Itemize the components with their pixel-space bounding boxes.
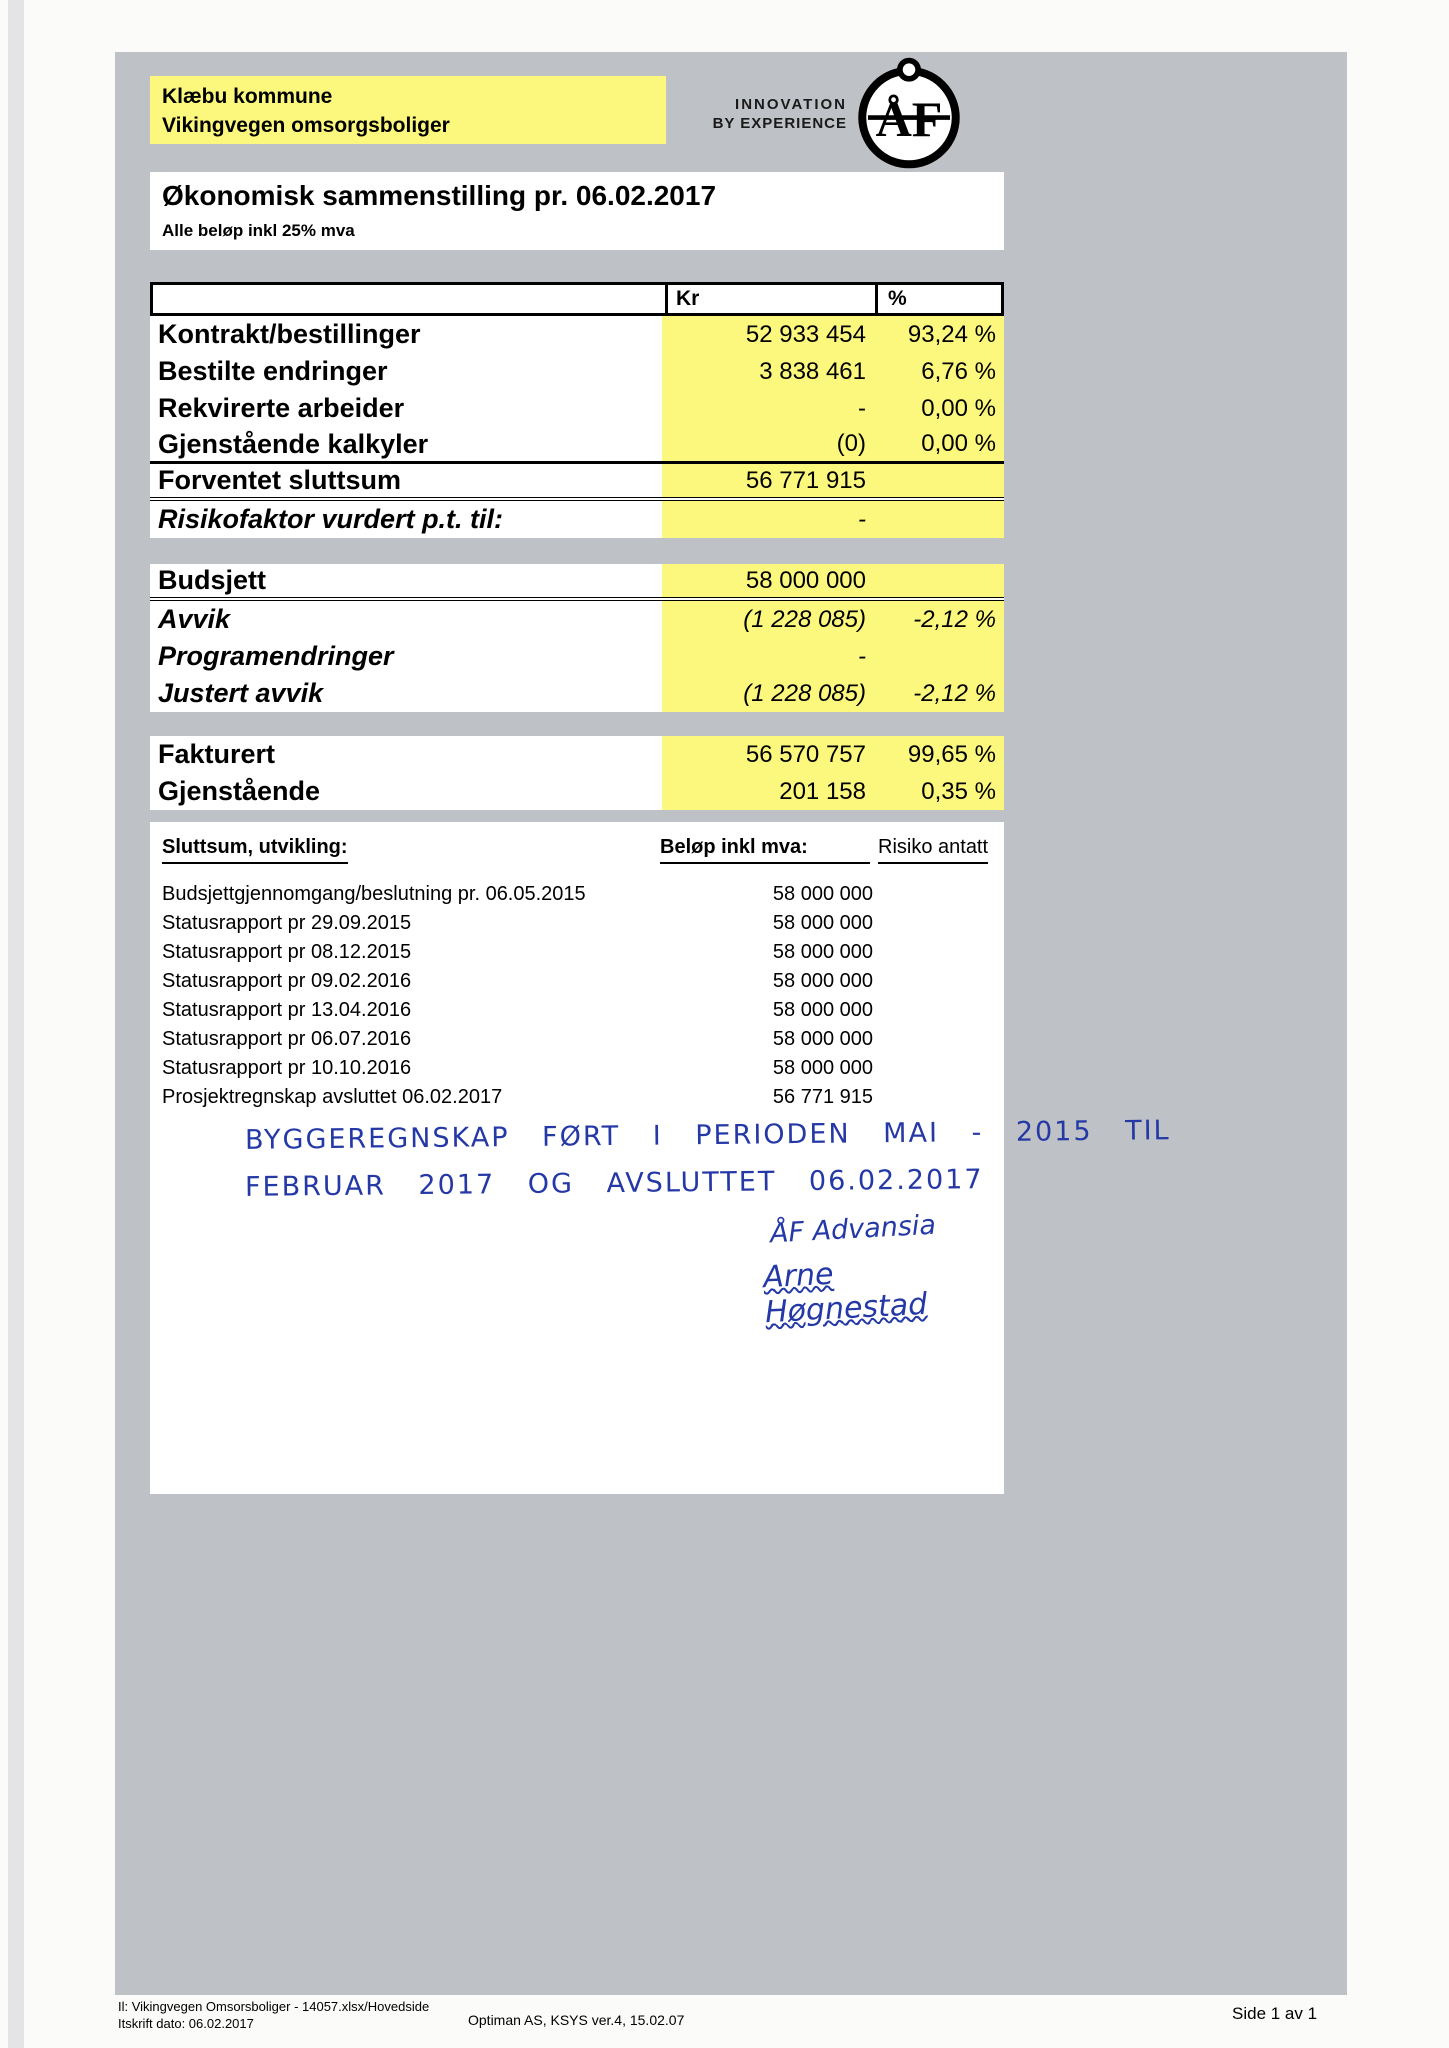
history-row xyxy=(150,1025,1004,1054)
row-label: Forventet sluttsum xyxy=(158,465,402,495)
row-label: Fakturert xyxy=(158,739,276,769)
table-row-kontrakt xyxy=(150,316,1004,353)
table-row-sluttsum xyxy=(150,464,1004,501)
table-row-fakturert xyxy=(150,736,1004,773)
history-rows xyxy=(150,880,1004,1112)
col-header-kr: Kr xyxy=(665,285,878,313)
summary-table-header xyxy=(150,282,1004,316)
af-logo-svg xyxy=(852,56,966,170)
document-sheet xyxy=(115,52,1347,1995)
row-percent: -2,12 % xyxy=(878,675,1004,712)
row-label: Gjenstående xyxy=(158,776,321,806)
table-row-gjenstaende xyxy=(150,773,1004,810)
history-row-label: Statusrapport pr 09.02.2016 xyxy=(162,970,412,992)
org-header-box xyxy=(150,76,666,144)
history-row-amount: 58 000 000 xyxy=(772,912,873,934)
title-box xyxy=(150,172,1004,250)
history-header xyxy=(150,836,1004,866)
org-name: Klæbu kommune xyxy=(162,85,333,108)
row-percent: 0,00 % xyxy=(878,390,1004,427)
row-amount: 58 000 000 xyxy=(662,564,878,597)
history-col-label: Sluttsum, utvikling: xyxy=(162,836,348,864)
signature-name: Arne Høgnestad xyxy=(762,1256,929,1331)
history-row-label: Statusrapport pr 08.12.2015 xyxy=(162,941,412,963)
row-label: Kontrakt/bestillinger xyxy=(158,319,421,349)
history-row-amount: 58 000 000 xyxy=(772,883,873,905)
row-percent: 0,00 % xyxy=(878,427,1004,461)
row-amount: (1 228 085) xyxy=(662,675,878,712)
row-percent xyxy=(878,464,1004,497)
row-percent: -2,12 % xyxy=(878,601,1004,638)
footer-print-date: Itskrift dato: 06.02.2017 xyxy=(118,2016,254,2031)
table-row-avvik xyxy=(150,601,1004,638)
footer-page-number: Side 1 av 1 xyxy=(1232,2004,1318,2023)
report-title: Økonomisk sammenstilling pr. 06.02.2017 xyxy=(162,180,717,211)
row-label: Rekvirerte arbeider xyxy=(158,393,405,423)
row-label: Budsjett xyxy=(158,565,266,595)
row-percent: 93,24 % xyxy=(878,316,1004,353)
row-amount: 52 933 454 xyxy=(662,316,878,353)
history-row xyxy=(150,996,1004,1025)
history-row xyxy=(150,1083,1004,1112)
history-row-label: Statusrapport pr 29.09.2015 xyxy=(162,912,412,934)
row-amount: 56 570 757 xyxy=(662,736,878,773)
row-label: Programendringer xyxy=(158,641,394,671)
history-row-amount: 58 000 000 xyxy=(772,970,873,992)
row-percent: 0,35 % xyxy=(878,773,1004,810)
report-subtitle: Alle beløp inkl 25% mva xyxy=(162,221,355,240)
table-row-rekvirerte xyxy=(150,390,1004,427)
history-row xyxy=(150,967,1004,996)
row-percent xyxy=(878,501,1004,538)
handwritten-note-line1: BYGGEREGNSKAP FØRT I PERIODEN MAI - 2015 TIL xyxy=(244,1115,1171,1156)
row-amount: 56 771 915 xyxy=(662,464,878,497)
history-section xyxy=(150,822,1171,1494)
row-label: Risikofaktor vurdert p.t. til: xyxy=(158,504,504,534)
history-row xyxy=(150,938,1004,967)
history-row-label: Statusrapport pr 06.07.2016 xyxy=(162,1028,412,1050)
footer-software-info: Optiman AS, KSYS ver.4, 15.02.07 xyxy=(468,2012,685,2028)
row-label: Bestilte endringer xyxy=(158,356,388,386)
footer-file-info xyxy=(118,1998,429,2032)
row-percent xyxy=(878,564,1004,597)
handwritten-note-line2: FEBRUAR 2017 OG AVSLUTTET 06.02.2017 xyxy=(244,1164,984,1203)
budget-table xyxy=(150,564,1004,712)
footer-file-line: Il: Vikingvegen Omsorsboliger - 14057.xlsx/Hovedside xyxy=(118,1999,430,2014)
row-label: Justert avvik xyxy=(158,678,324,708)
table-row-budsjett xyxy=(150,564,1004,601)
brand-tagline xyxy=(655,96,847,132)
row-percent: 99,65 % xyxy=(878,736,1004,773)
table-row-risikofaktor xyxy=(150,501,1004,538)
history-row-label: Budsjettgjennomgang/beslutning pr. 06.05.2015 xyxy=(162,883,586,905)
history-row xyxy=(150,1054,1004,1083)
history-row xyxy=(150,909,1004,938)
row-amount: - xyxy=(662,501,878,538)
history-row xyxy=(150,880,1004,909)
row-label: Avvik xyxy=(158,604,231,634)
row-amount: 201 158 xyxy=(662,773,878,810)
row-percent xyxy=(878,638,1004,675)
table-row-programendringer xyxy=(150,638,1004,675)
brand-line2: BY EXPERIENCE xyxy=(712,115,847,132)
history-row-amount: 58 000 000 xyxy=(772,1057,873,1079)
logo-monogram: ÅF xyxy=(875,90,943,147)
row-label: Gjenstående kalkyler xyxy=(158,428,429,459)
history-row-amount: 58 000 000 xyxy=(772,999,873,1021)
row-percent: 6,76 % xyxy=(878,353,1004,390)
row-amount: - xyxy=(662,390,878,427)
history-col-risk: Risiko antatt xyxy=(878,836,988,864)
history-col-amount: Beløp inkl mva: xyxy=(660,836,870,864)
signature-company: ÅF Advansia xyxy=(769,1209,937,1250)
history-row-amount: 56 771 915 xyxy=(772,1086,873,1108)
summary-table xyxy=(150,282,1004,538)
brand-line1: INNOVATION xyxy=(735,96,847,113)
history-row-label: Prosjektregnskap avsluttet 06.02.2017 xyxy=(162,1086,503,1108)
scan-edge xyxy=(8,0,24,2048)
history-row-label: Statusrapport pr 10.10.2016 xyxy=(162,1057,412,1079)
col-header-pct: % xyxy=(888,287,907,310)
row-amount: 3 838 461 xyxy=(662,353,878,390)
history-row-amount: 58 000 000 xyxy=(772,1028,873,1050)
row-amount: (1 228 085) xyxy=(662,601,878,638)
invoiced-table xyxy=(150,736,1004,810)
table-row-justert-avvik xyxy=(150,675,1004,712)
history-row-amount: 58 000 000 xyxy=(772,941,873,963)
project-name: Vikingvegen omsorgsboliger xyxy=(162,114,450,137)
table-row-kalkyler xyxy=(150,427,1004,464)
history-row-label: Statusrapport pr 13.04.2016 xyxy=(162,999,412,1021)
row-amount: (0) xyxy=(662,427,878,461)
row-amount: - xyxy=(662,638,878,675)
table-row-endringer xyxy=(150,353,1004,390)
af-logo-icon xyxy=(852,56,966,170)
